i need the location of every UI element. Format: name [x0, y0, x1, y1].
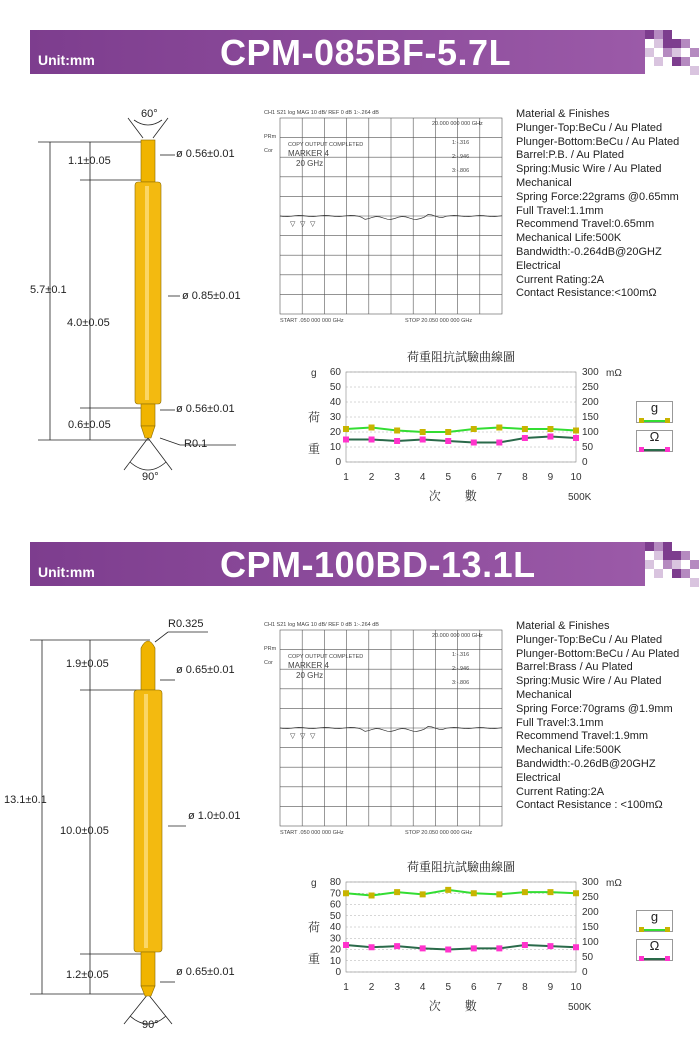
mosaic-tile: [672, 48, 681, 57]
legend-resistance: [636, 939, 673, 961]
na-marker-text: MARKER 4: [288, 149, 329, 158]
total-length-label: 13.1±0.1: [4, 794, 47, 806]
y-left-tick: 10: [329, 955, 341, 967]
pin-body: [135, 140, 161, 438]
decor-mosaic: [645, 30, 700, 74]
unit-label: Unit:mm: [38, 52, 95, 68]
na-m3-text: 3:-.806: [452, 168, 470, 174]
legend-force: [636, 910, 673, 932]
model-title: CPM-100BD-13.1L: [220, 544, 536, 585]
series-force-point: [547, 889, 553, 895]
spec-line: Barrel:Brass / Au Plated: [516, 661, 633, 674]
top-length-label: 1.1±0.05: [68, 155, 111, 167]
spec-line: Contact Resistance:<100mΩ: [516, 287, 657, 300]
y-left-tick: 50: [329, 382, 341, 393]
na-marker-glyph: ▽: [300, 733, 306, 740]
na-start-text: START .050 000 000 GHz: [280, 318, 344, 324]
x-tick: 5: [445, 982, 452, 993]
series-resistance-line: [346, 945, 576, 950]
spec-line: Barrel:P.B. / Au Plated: [516, 149, 625, 162]
series-resistance-point: [369, 437, 375, 443]
x-axis-extra: 500K: [568, 492, 592, 503]
legend-force-label: g: [650, 400, 659, 415]
x-axis-label: 次 數: [428, 999, 477, 1013]
bottom-length-label: 1.2±0.05: [66, 969, 109, 981]
legend-resistance-label: Ω: [649, 429, 660, 444]
bottom-angle-label: 90°: [142, 1019, 159, 1031]
mosaic-tile: [672, 57, 681, 66]
series-force-point: [573, 890, 579, 896]
top-radius-label: R0.325: [168, 618, 204, 630]
unit-label: Unit:mm: [38, 564, 95, 580]
mosaic-tile: [681, 57, 690, 66]
na-stop-text: STOP 20.050 000 000 GHz: [405, 318, 473, 324]
mid-length-label: 4.0±0.05: [67, 317, 110, 329]
y-left-tick: 60: [329, 367, 341, 378]
x-tick: 3: [394, 472, 400, 483]
legend-force-swatch: [638, 417, 671, 425]
x-axis-label: 次 數: [428, 489, 477, 503]
series-resistance-point: [394, 438, 400, 444]
y-left-tick: 80: [329, 877, 341, 888]
series-resistance-line: [346, 437, 576, 443]
na-freq-text: 20.000 000 000 GHz: [432, 633, 483, 639]
x-tick: 7: [496, 472, 503, 483]
spec-line: Contact Resistance : <100mΩ: [516, 799, 663, 812]
mosaic-tile: [690, 48, 699, 57]
mosaic-tile: [672, 551, 681, 560]
series-resistance-point: [471, 440, 477, 446]
spec-line: Recommend Travel:0.65mm: [516, 218, 655, 231]
mosaic-tile: [654, 57, 663, 66]
series-resistance-point: [573, 435, 579, 441]
mosaic-tile: [663, 560, 672, 569]
series-force-point: [343, 890, 349, 896]
mosaic-tile: [654, 569, 663, 578]
spec-line: Plunger-Bottom:BeCu / Au Plated: [516, 135, 680, 148]
mid-diameter-label: ø 1.0±0.01: [188, 810, 241, 822]
series-resistance-point: [394, 943, 400, 949]
top-length-label: 1.9±0.05: [66, 658, 109, 670]
y-right-tick: 300: [582, 877, 599, 888]
na-ghz-text: 20 GHz: [296, 159, 324, 168]
load-resistance-chart: [300, 362, 620, 507]
spec-line: Spring:Music Wire / Au Plated: [516, 675, 662, 688]
legend-resistance: [636, 430, 673, 452]
series-resistance-point: [445, 947, 451, 953]
mosaic-tile: [672, 560, 681, 569]
mosaic-tile: [672, 569, 681, 578]
top-angle-label: 60°: [141, 108, 158, 120]
y-right-tick: 200: [582, 907, 599, 918]
series-force-line: [346, 428, 576, 433]
x-tick: 4: [419, 472, 426, 483]
y-right-tick: 250: [582, 892, 599, 903]
chart-frame: [346, 882, 576, 972]
spec-line: Mechanical Life:500K: [516, 232, 622, 245]
y-right-tick: 50: [582, 442, 594, 453]
y-left-label-2: 重: [308, 442, 321, 456]
na-m2-text: 2:-.946: [452, 666, 470, 672]
x-tick: 10: [570, 982, 582, 993]
mosaic-tile: [681, 39, 690, 48]
na-cor-text: Cor: [264, 148, 273, 154]
series-force-point: [369, 893, 375, 899]
mosaic-tile: [654, 30, 663, 39]
y-left-tick: 30: [329, 412, 341, 423]
series-force-point: [522, 426, 528, 432]
y-right-tick: 200: [582, 397, 599, 408]
x-tick: 10: [570, 472, 582, 483]
x-tick: 9: [547, 472, 554, 483]
na-header-text: CH1 S21 log MAG 10 dB/ REF 0 dB 1:-.264 dB: [264, 622, 379, 628]
mid-diameter-label: ø 0.85±0.01: [182, 290, 241, 302]
x-tick: 7: [496, 982, 503, 993]
x-tick: 2: [368, 472, 375, 483]
mosaic-tile: [645, 560, 654, 569]
legend-force-label: g: [650, 909, 659, 924]
mosaic-tile: [654, 39, 663, 48]
series-resistance-point: [420, 945, 426, 951]
spec-list: [516, 620, 679, 813]
na-stop-text: STOP 20.050 000 000 GHz: [405, 830, 473, 836]
y-right-tick: 100: [582, 937, 599, 948]
x-tick: 9: [547, 982, 554, 993]
na-cor-text: Cor: [264, 660, 273, 666]
series-resistance-point: [420, 437, 426, 443]
x-tick: 3: [394, 982, 400, 993]
series-force-point: [496, 891, 502, 897]
series-resistance-point: [547, 943, 553, 949]
x-axis-extra: 500K: [568, 1002, 592, 1013]
series-force-point: [496, 425, 502, 431]
x-tick: 5: [445, 472, 452, 483]
y-right-tick: 0: [582, 457, 588, 468]
y-left-tick: 20: [329, 944, 341, 956]
top-diameter-label: ø 0.65±0.01: [176, 664, 235, 676]
na-copy-text: COPY OUTPUT COMPLETED: [288, 654, 364, 660]
product-section-1: [0, 0, 700, 512]
mosaic-tile: [663, 551, 672, 560]
series-force-point: [522, 889, 528, 895]
legend-resistance-swatch: [638, 955, 671, 963]
spec-line: Current Rating:2A: [516, 785, 605, 798]
y-right-tick: 300: [582, 367, 599, 378]
mosaic-tile: [690, 578, 699, 587]
mosaic-tile: [654, 542, 663, 551]
y-left-tick: 70: [329, 888, 341, 900]
mosaic-tile: [645, 30, 654, 39]
x-tick: 8: [522, 472, 528, 483]
load-chart-title: 荷重阻抗試驗曲線圖: [407, 860, 516, 874]
series-resistance-point: [496, 945, 502, 951]
na-prm-text: PRm: [264, 646, 277, 652]
y-left-unit: g: [311, 878, 317, 889]
series-resistance-point: [522, 942, 528, 948]
na-m3-text: 3:-.806: [452, 680, 470, 686]
y-left-label-2: 重: [308, 952, 321, 966]
x-tick: 8: [522, 982, 528, 993]
mosaic-tile: [663, 48, 672, 57]
spec-line: Plunger-Top:BeCu / Au Plated: [516, 633, 663, 646]
y-left-tick: 40: [329, 397, 341, 408]
na-m1-text: 1:-.316: [452, 140, 470, 146]
bottom-diameter-label: ø 0.65±0.01: [176, 966, 235, 978]
spec-line: Full Travel:1.1mm: [516, 204, 604, 217]
series-force-point: [394, 889, 400, 895]
y-right-unit: mΩ: [606, 368, 622, 379]
na-m1-text: 1:-.316: [452, 652, 470, 658]
na-header-text: CH1 S21 log MAG 10 dB/ REF 0 dB 1:-.264 dB: [264, 110, 379, 116]
y-right-tick: 100: [582, 427, 599, 438]
na-marker-glyph: ▽: [290, 221, 296, 228]
y-right-tick: 250: [582, 382, 599, 393]
x-tick: 1: [343, 982, 349, 993]
na-marker-glyph: ▽: [310, 221, 316, 228]
y-right-unit: mΩ: [606, 878, 622, 889]
series-force-point: [471, 890, 477, 896]
x-tick: 2: [368, 982, 375, 993]
y-left-tick: 50: [329, 910, 341, 922]
series-force-point: [394, 428, 400, 434]
x-tick: 6: [470, 982, 477, 993]
series-force-point: [471, 426, 477, 432]
series-resistance-point: [369, 944, 375, 950]
mosaic-tile: [672, 39, 681, 48]
y-left-tick: 30: [329, 933, 341, 945]
y-left-tick: 0: [335, 967, 341, 978]
spec-line: Plunger-Top:BeCu / Au Plated: [516, 121, 663, 134]
model-title: CPM-085BF-5.7L: [220, 32, 512, 73]
series-resistance-point: [522, 435, 528, 441]
y-right-tick: 150: [582, 412, 599, 423]
x-tick: 4: [419, 982, 426, 993]
spec-line: Spring:Music Wire / Au Plated: [516, 163, 662, 176]
series-resistance-point: [343, 942, 349, 948]
series-force-point: [573, 428, 579, 434]
y-right-tick: 150: [582, 922, 599, 933]
spec-line: Mechanical Life:500K: [516, 744, 622, 757]
bottom-length-label: 0.6±0.05: [68, 419, 111, 431]
spec-line: Bandwidth:-0.264dB@20GHZ: [516, 245, 662, 258]
mosaic-tile: [690, 560, 699, 569]
mosaic-tile: [654, 551, 663, 560]
network-analyzer-plot: [262, 618, 507, 838]
na-prm-text: PRm: [264, 134, 277, 140]
na-marker-text: MARKER 4: [288, 661, 329, 670]
series-force-point: [445, 429, 451, 435]
legend-resistance-label: Ω: [649, 938, 660, 953]
y-left-tick: 60: [329, 899, 341, 911]
series-resistance-point: [573, 944, 579, 950]
na-freq-text: 20.000 000 000 GHz: [432, 121, 483, 127]
y-left-tick: 10: [329, 442, 341, 453]
spec-line: Spring Force:70grams @1.9mm: [516, 702, 673, 715]
spec-line: Mechanical: [516, 688, 572, 701]
spec-line: Electrical: [516, 771, 561, 784]
header-bar: [30, 30, 645, 74]
spec-line: Full Travel:3.1mm: [516, 716, 604, 729]
series-force-line: [346, 890, 576, 896]
series-resistance-point: [471, 945, 477, 951]
series-resistance-point: [445, 438, 451, 444]
na-marker-glyph: ▽: [300, 221, 306, 228]
na-m2-text: 2:-.946: [452, 154, 470, 160]
series-force-point: [420, 429, 426, 435]
product-section-2: [0, 512, 700, 1031]
y-left-label: 荷: [308, 920, 321, 935]
mosaic-tile: [681, 569, 690, 578]
series-force-point: [343, 426, 349, 432]
x-tick: 1: [343, 472, 349, 483]
na-copy-text: COPY OUTPUT COMPLETED: [288, 142, 364, 148]
chart-frame: [346, 372, 576, 462]
na-marker-glyph: ▽: [290, 733, 296, 740]
bottom-angle-label: 90°: [142, 471, 159, 483]
series-resistance-point: [496, 440, 502, 446]
y-right-tick: 50: [582, 952, 594, 963]
mosaic-tile: [690, 66, 699, 75]
mosaic-tile: [681, 551, 690, 560]
y-left-tick: 40: [329, 922, 341, 933]
series-resistance-point: [343, 437, 349, 443]
na-start-text: START .050 000 000 GHz: [280, 830, 344, 836]
header-bar: [30, 542, 645, 586]
spec-line: Plunger-Bottom:BeCu / Au Plated: [516, 647, 680, 660]
radius-label: R0.1: [184, 438, 208, 450]
load-chart-title: 荷重阻抗試驗曲線圖: [407, 350, 516, 364]
bottom-diameter-label: ø 0.56±0.01: [176, 403, 235, 415]
total-length-label: 5.7±0.1: [30, 284, 67, 296]
y-right-tick: 0: [582, 967, 588, 978]
spec-line: Material & Finishes: [516, 108, 610, 120]
spec-line: Spring Force:22grams @0.65mm: [516, 190, 679, 203]
y-left-unit: g: [311, 368, 317, 379]
series-resistance-point: [547, 434, 553, 440]
spec-line: Bandwidth:-0.26dB@20GHZ: [516, 757, 656, 770]
spec-line: Mechanical: [516, 176, 572, 189]
mid-length-label: 10.0±0.05: [60, 825, 109, 837]
load-resistance-chart: [300, 872, 620, 1017]
legend-force: [636, 401, 673, 423]
mosaic-tile: [645, 48, 654, 57]
series-force-point: [369, 425, 375, 431]
spec-line: Recommend Travel:1.9mm: [516, 730, 649, 743]
na-marker-glyph: ▽: [310, 733, 316, 740]
y-left-tick: 0: [335, 457, 341, 468]
mosaic-tile: [663, 30, 672, 39]
spec-line: Current Rating:2A: [516, 273, 605, 286]
series-force-point: [420, 891, 426, 897]
network-analyzer-plot: [262, 106, 507, 326]
pin-body: [134, 641, 162, 996]
mosaic-tile: [645, 542, 654, 551]
spec-list: [516, 108, 679, 301]
spec-line: Material & Finishes: [516, 620, 610, 632]
spec-line: Electrical: [516, 259, 561, 272]
legend-force-swatch: [638, 926, 671, 934]
mosaic-tile: [663, 39, 672, 48]
decor-mosaic: [645, 542, 700, 586]
top-diameter-label: ø 0.56±0.01: [176, 148, 235, 160]
mosaic-tile: [663, 542, 672, 551]
x-tick: 6: [470, 472, 477, 483]
y-left-tick: 20: [329, 427, 341, 438]
na-ghz-text: 20 GHz: [296, 671, 324, 680]
y-left-label: 荷: [308, 410, 321, 425]
legend-resistance-swatch: [638, 446, 671, 454]
series-force-point: [445, 887, 451, 893]
series-force-point: [547, 426, 553, 432]
